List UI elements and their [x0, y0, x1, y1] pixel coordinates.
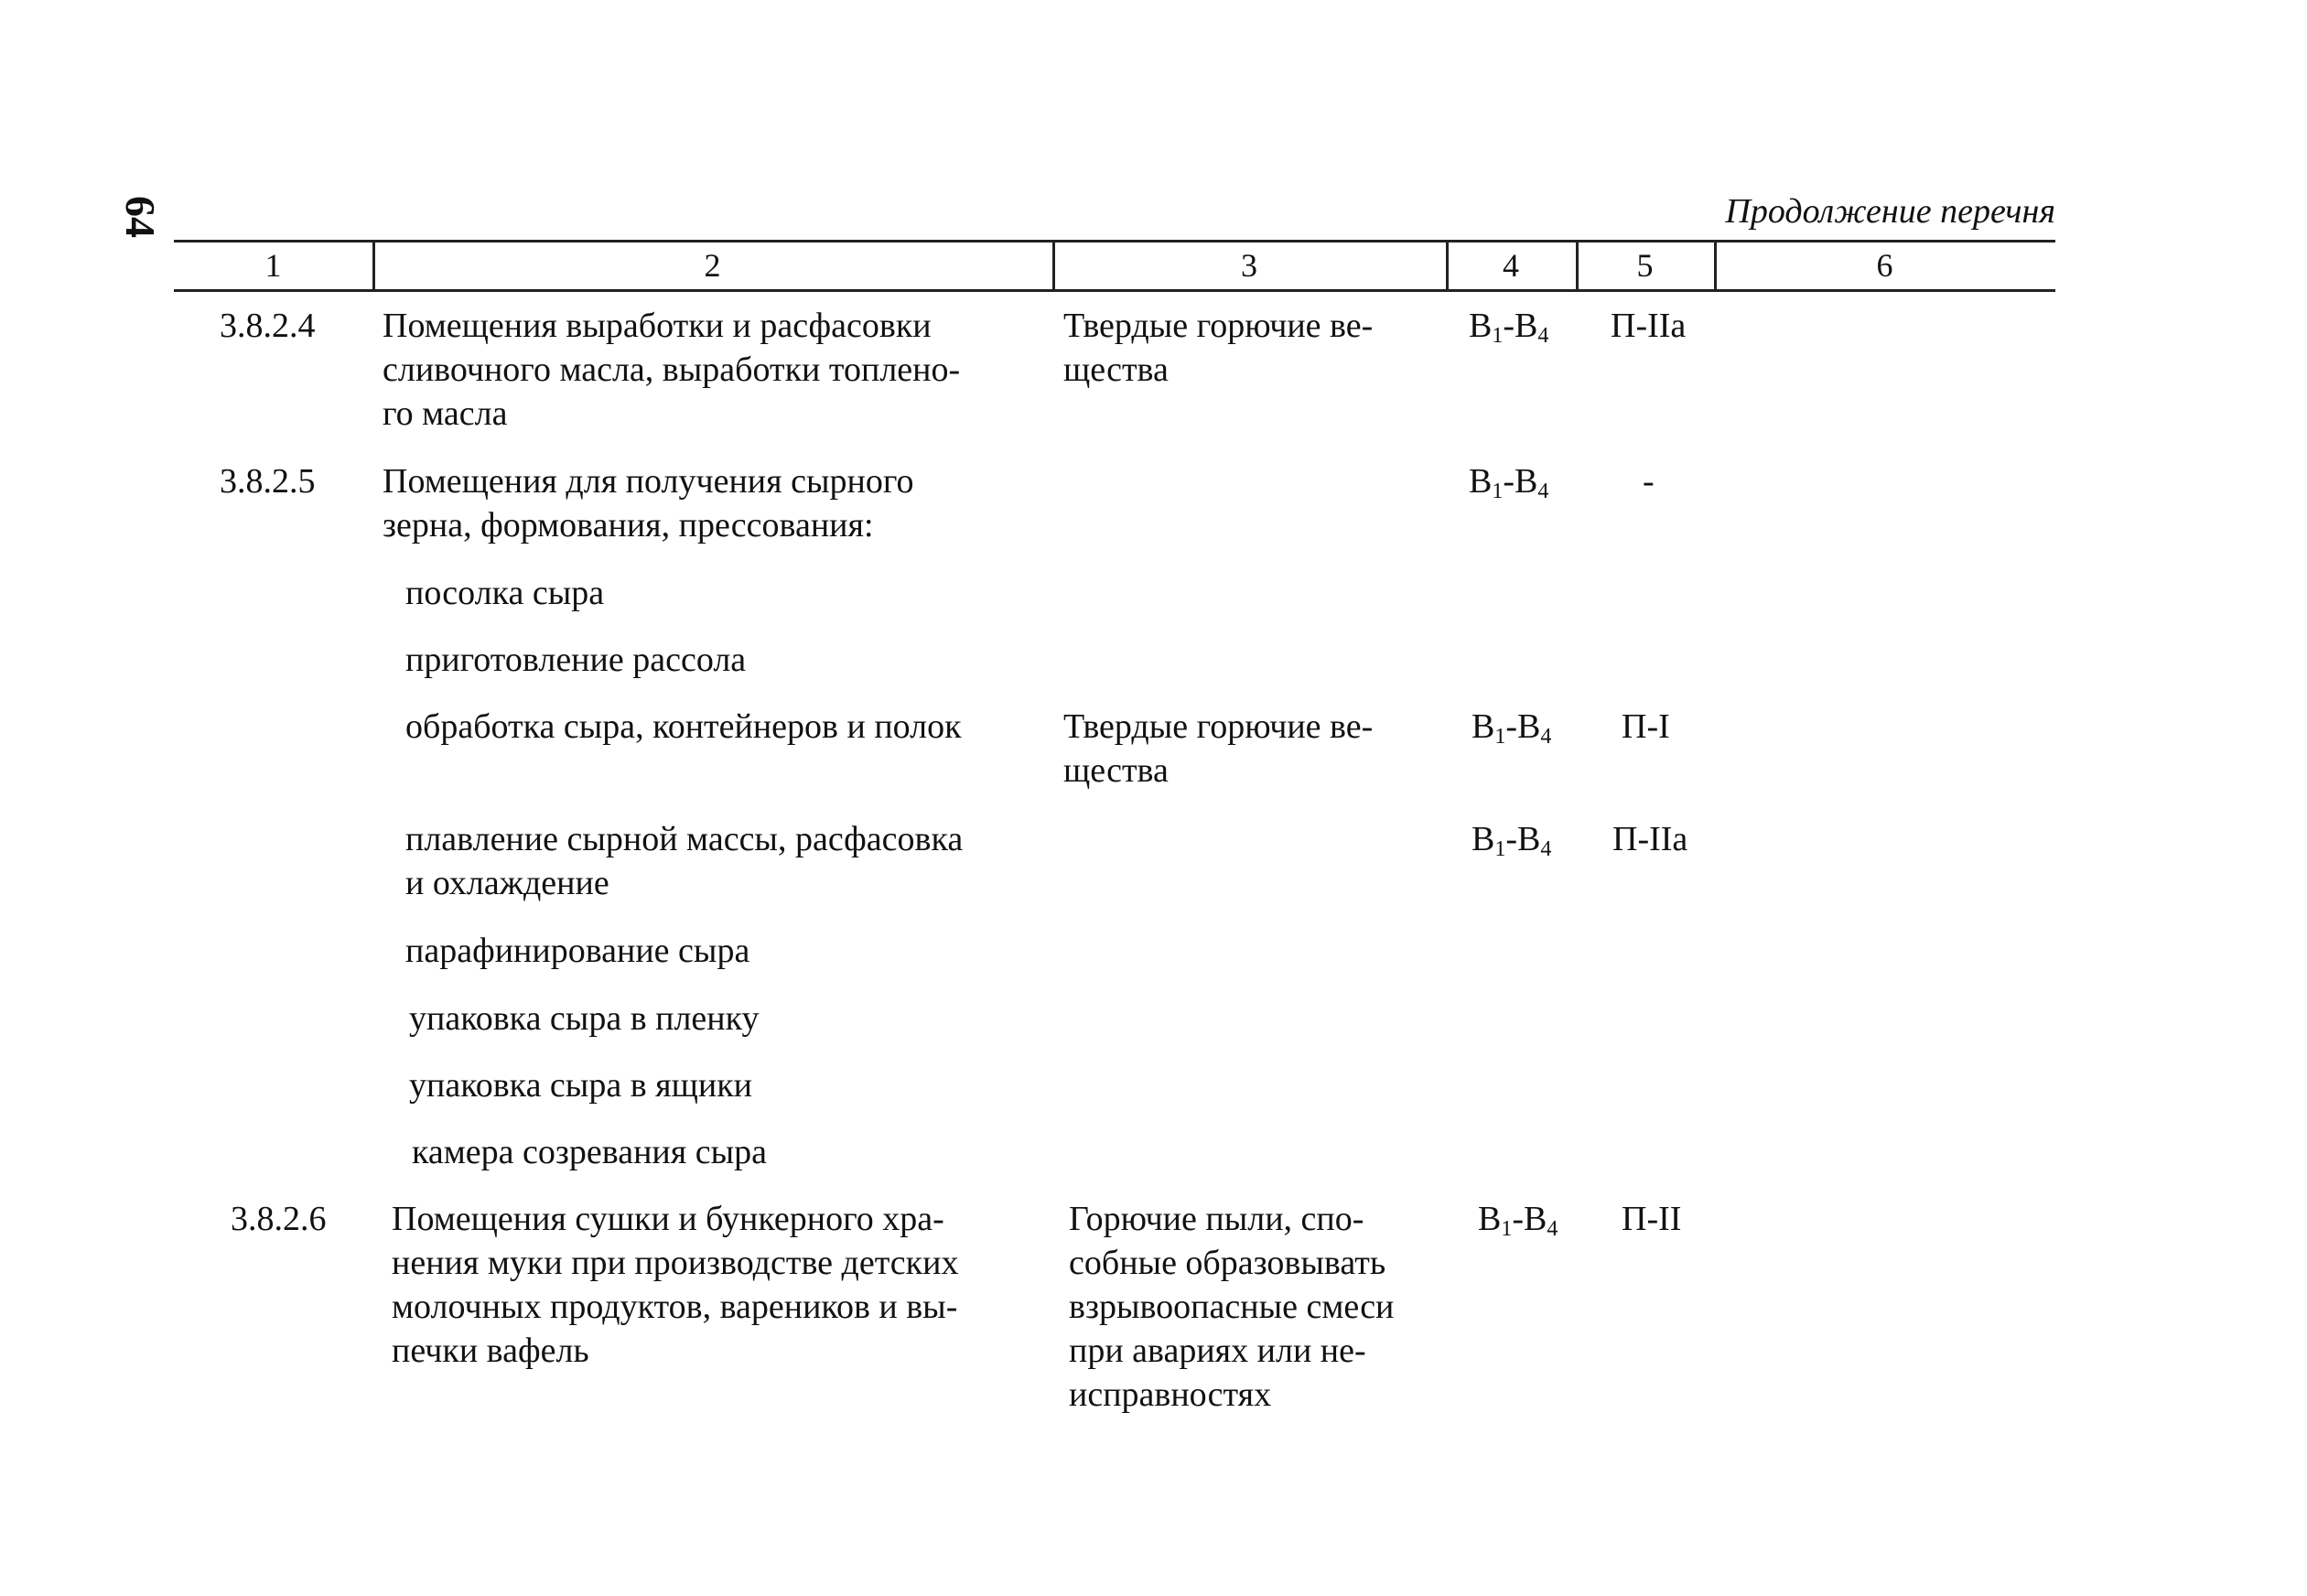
room-name: Помещения сушки и бункерного хра- нения муки при производстве детских молочных продуктов, вареников и вы- печки вафель — [392, 1200, 959, 1370]
zone-class: - — [1643, 462, 1655, 501]
category: $B_1-B_4$ — [1478, 1200, 1558, 1241]
category: $B_1-B_4$ — [1472, 707, 1552, 749]
column-number-2: 2 — [704, 247, 721, 284]
zone-class: П-I — [1622, 707, 1670, 746]
substance: Твердые горючие ве- щества — [1063, 707, 1374, 790]
header-bottom-rule — [174, 289, 2055, 292]
continuation-label: Продолжение перечня — [1725, 192, 2055, 231]
header-top-rule — [174, 240, 2055, 243]
sub-item: камера созревания сыра — [412, 1133, 767, 1171]
substance: Горючие пыли, спо- собные образовывать взрывоопасные смеси при авариях или не- исправностях — [1069, 1200, 1395, 1414]
sub-item: парафинирование сыра — [405, 932, 750, 970]
column-number-6: 6 — [1876, 247, 1893, 284]
zone-class: П-IIа — [1612, 820, 1688, 858]
sub-item: приготовление рассола — [405, 641, 747, 679]
column-number-3: 3 — [1241, 247, 1257, 284]
sub-item: плавление сырной массы, расфасовка и охлаждение — [405, 820, 964, 902]
sub-item: упаковка сыра в ящики — [409, 1066, 753, 1105]
room-name: Помещения для получения сырного зерна, формования, прессования: — [383, 462, 914, 545]
room-name: Помещения выработки и расфасовки сливочного масла, выработки топлено- го масла — [383, 307, 961, 433]
column-number-4: 4 — [1503, 247, 1519, 284]
category: $B_1-B_4$ — [1472, 820, 1552, 861]
column-number-1: 1 — [264, 247, 282, 284]
column-number-5: 5 — [1636, 247, 1654, 284]
page-number: 64 — [117, 196, 164, 238]
item-code: 3.8.2.6 — [231, 1200, 327, 1238]
sub-item: обработка сыра, контейнеров и полок — [405, 707, 962, 746]
category: $B_1-B_4$ — [1469, 307, 1549, 348]
substance: Твердые горючие ве- щества — [1063, 307, 1374, 389]
item-code: 3.8.2.4 — [220, 307, 316, 345]
zone-class: П-II — [1622, 1200, 1682, 1238]
sub-item: упаковка сыра в пленку — [409, 999, 760, 1038]
item-code: 3.8.2.5 — [220, 462, 316, 501]
sub-item: посолка сыра — [405, 574, 605, 612]
zone-class: П-IIа — [1611, 307, 1687, 345]
category: $B_1-B_4$ — [1469, 462, 1549, 503]
